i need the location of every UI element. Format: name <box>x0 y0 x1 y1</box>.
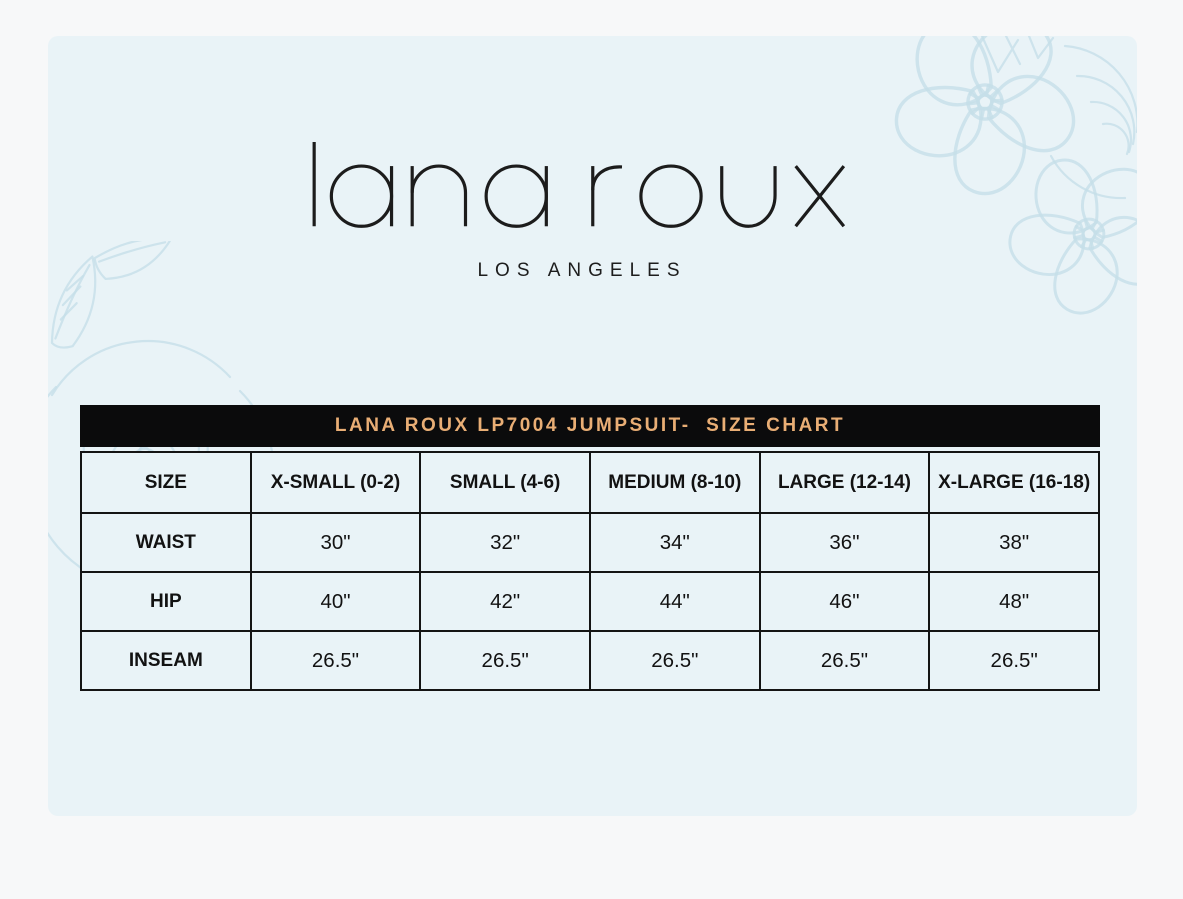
brand-logo <box>309 140 849 230</box>
size-value-cell: 48" <box>929 572 1099 631</box>
size-value-cell: 38" <box>929 513 1099 572</box>
size-chart-card <box>48 36 1137 816</box>
size-value-cell: 46" <box>760 572 930 631</box>
brand-name <box>579 230 580 231</box>
table-row <box>81 513 1099 572</box>
size-value-cell: 26.5" <box>590 631 760 690</box>
column-header: X-SMALL (0-2) <box>251 452 421 513</box>
column-header: LARGE (12-14) <box>760 452 930 513</box>
row-header: WAIST <box>81 513 251 572</box>
corner-header-size: SIZE <box>81 452 251 513</box>
column-header: X-LARGE (16-18) <box>929 452 1099 513</box>
size-value-cell: 44" <box>590 572 760 631</box>
size-chart-title-bar <box>80 405 1100 447</box>
table-row <box>81 572 1099 631</box>
column-header: MEDIUM (8-10) <box>590 452 760 513</box>
table-row <box>81 631 1099 690</box>
size-value-cell: 26.5" <box>251 631 421 690</box>
size-table <box>80 451 1100 691</box>
size-value-cell: 26.5" <box>420 631 590 690</box>
row-header: HIP <box>81 572 251 631</box>
table-header-row <box>81 452 1099 513</box>
column-header: SMALL (4-6) <box>420 452 590 513</box>
brand-block <box>48 140 1123 282</box>
size-value-cell: 36" <box>760 513 930 572</box>
size-chart <box>80 405 1100 691</box>
size-value-cell: 40" <box>251 572 421 631</box>
size-value-cell: 34" <box>590 513 760 572</box>
size-value-cell: 32" <box>420 513 590 572</box>
row-header: INSEAM <box>81 631 251 690</box>
size-value-cell: 30" <box>251 513 421 572</box>
size-value-cell: 42" <box>420 572 590 631</box>
size-chart-title: LANA ROUX LP7004 JUMPSUIT- SIZE CHART <box>334 415 846 436</box>
size-value-cell: 26.5" <box>929 631 1099 690</box>
brand-location: LOS ANGELES <box>477 260 687 281</box>
size-value-cell: 26.5" <box>760 631 930 690</box>
